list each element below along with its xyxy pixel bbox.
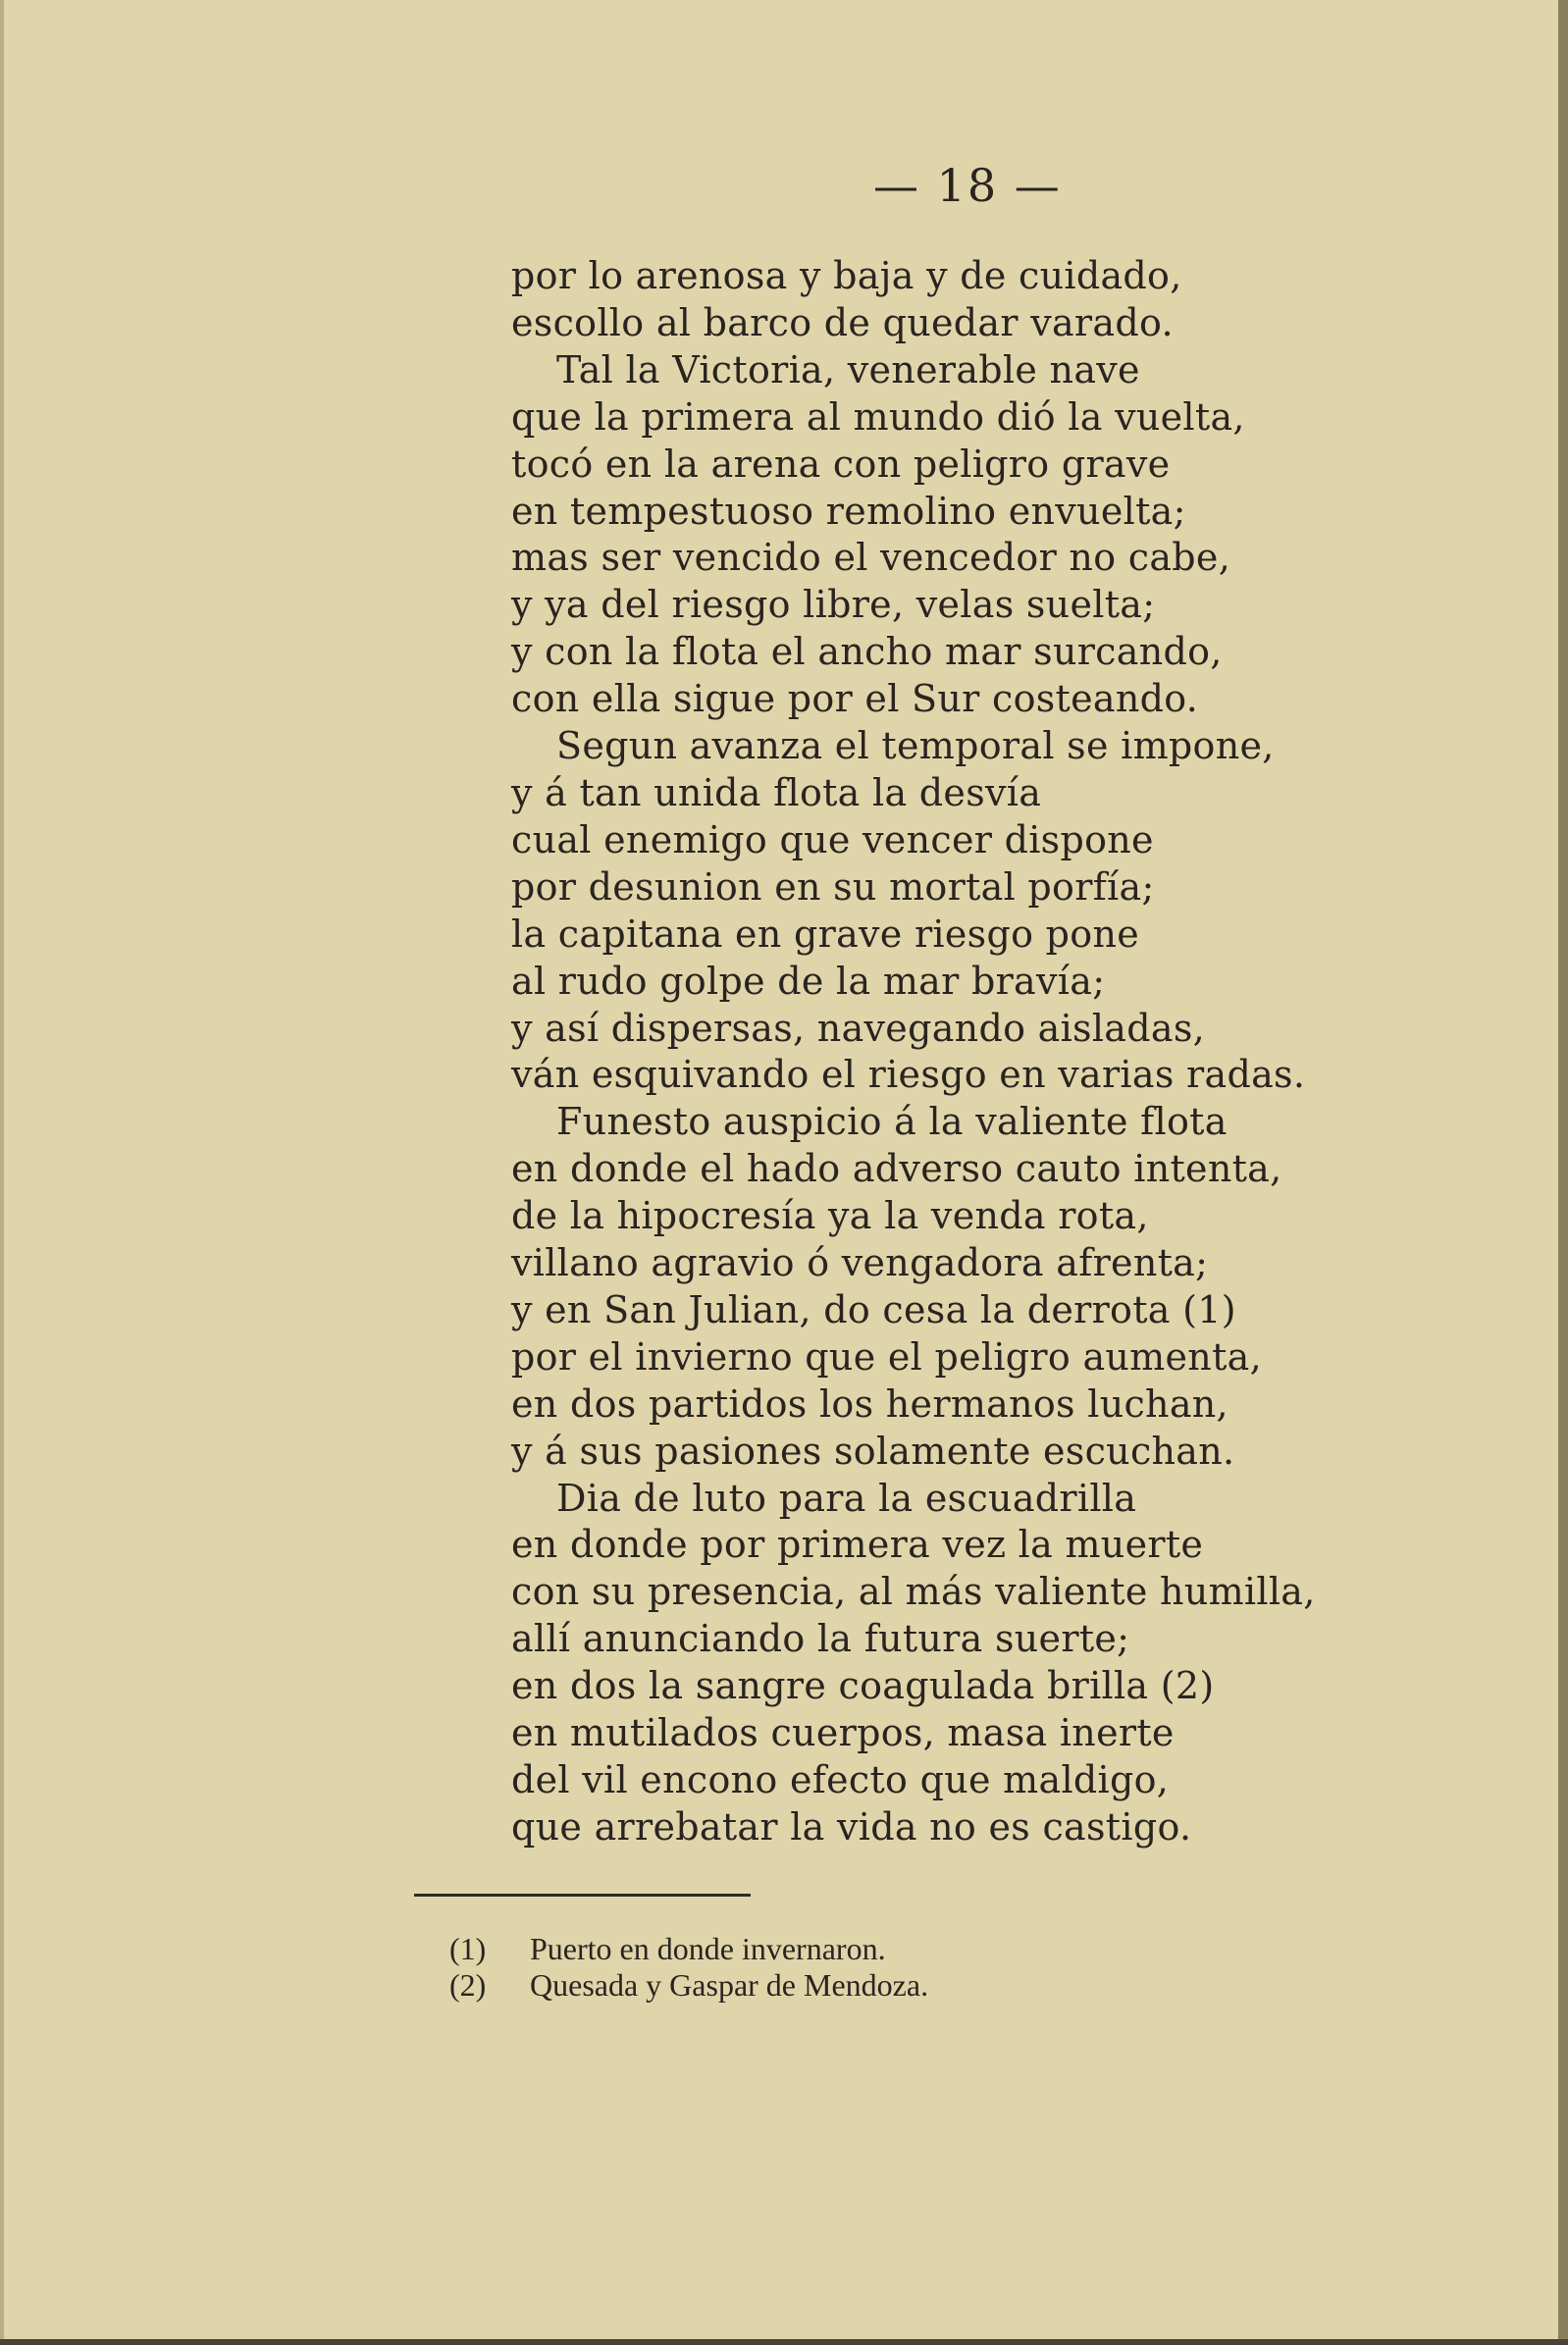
verse-line: en donde el hado adverso cauto intenta, xyxy=(511,1147,1282,1191)
verse-line: de la hipocresía ya la venda rota, xyxy=(511,1194,1149,1238)
verse-line: por desunion en su mortal porfía; xyxy=(511,864,1155,909)
footnote-text: Quesada y Gaspar de Mendoza. xyxy=(530,1967,929,2003)
verse-line: y así dispersas, navegando aisladas, xyxy=(511,1006,1206,1050)
verse-line: tocó en la arena con peligro grave xyxy=(511,442,1171,486)
verse-line: que la primera al mundo dió la vuelta, xyxy=(511,394,1245,439)
verse-line: y en San Julian, do cesa la derrota (1) xyxy=(511,1287,1236,1331)
page-edge-bottom xyxy=(0,2339,1568,2345)
verse-line: en mutilados cuerpos, masa inerte xyxy=(511,1711,1175,1755)
verse-line: por el invierno que el peligro aumenta, xyxy=(511,1334,1262,1379)
verse-line: y con la flota el ancho mar surcando, xyxy=(511,630,1223,674)
footnote xyxy=(449,1967,928,2004)
footnote xyxy=(449,1931,928,1967)
verse-line: Tal la Victoria, venerable nave xyxy=(556,347,1140,391)
footnote-text: Puerto en donde invernaron. xyxy=(530,1931,886,1966)
page-number: — 18 — xyxy=(873,159,1062,212)
page-edge-right xyxy=(1558,0,1568,2345)
verse-line: en dos partidos los hermanos luchan, xyxy=(511,1381,1228,1426)
poem-body xyxy=(511,253,1316,1851)
footnote-mark: (1) xyxy=(449,1931,487,1966)
verse-line: en tempestuoso remolino envuelta; xyxy=(511,489,1186,533)
verse-line: Dia de luto para la escuadrilla xyxy=(556,1476,1137,1520)
verse-line: al rudo golpe de la mar bravía; xyxy=(511,959,1106,1003)
verse-line: y á sus pasiones solamente escuchan. xyxy=(511,1429,1235,1473)
page-edge-left xyxy=(0,0,4,2345)
verse-line: ván esquivando el riesgo en varias radas. xyxy=(511,1053,1306,1097)
verse-line: Segun avanza el temporal se impone, xyxy=(556,724,1275,768)
footnote-divider xyxy=(414,1894,751,1897)
verse-line: la capitana en grave riesgo pone xyxy=(511,912,1140,956)
verse-line: en dos la sangre coagulada brilla (2) xyxy=(511,1664,1215,1708)
verse-line: por lo arenosa y baja y de cuidado, xyxy=(511,254,1182,297)
verse-line: y á tan unida flota la desvía xyxy=(511,770,1042,814)
verse-line: en donde por primera vez la muerte xyxy=(511,1523,1204,1567)
verse-line: con su presencia, al más valiente humilla, xyxy=(511,1570,1316,1614)
verse-line: escollo al barco de quedar varado. xyxy=(511,300,1174,344)
verse-line: del vil encono efecto que maldigo, xyxy=(511,1758,1170,1801)
verse-line: allí anunciando la futura suerte; xyxy=(511,1617,1130,1661)
verse-line: villano agravio ó vengadora afrenta; xyxy=(511,1241,1209,1285)
verse-line: mas ser vencido el vencedor no cabe, xyxy=(511,536,1231,580)
verse-line: con ella sigue por el Sur costeando. xyxy=(511,677,1199,721)
verse-line: que arrebatar la vida no es castigo. xyxy=(511,1804,1192,1849)
verse-line: cual enemigo que vencer dispone xyxy=(511,817,1154,861)
footnote-mark: (2) xyxy=(449,1967,487,2003)
verse-line: y ya del riesgo libre, velas suelta; xyxy=(511,583,1156,627)
footnotes xyxy=(449,1931,928,2004)
verse-line: Funesto auspicio á la valiente flota xyxy=(556,1100,1228,1144)
